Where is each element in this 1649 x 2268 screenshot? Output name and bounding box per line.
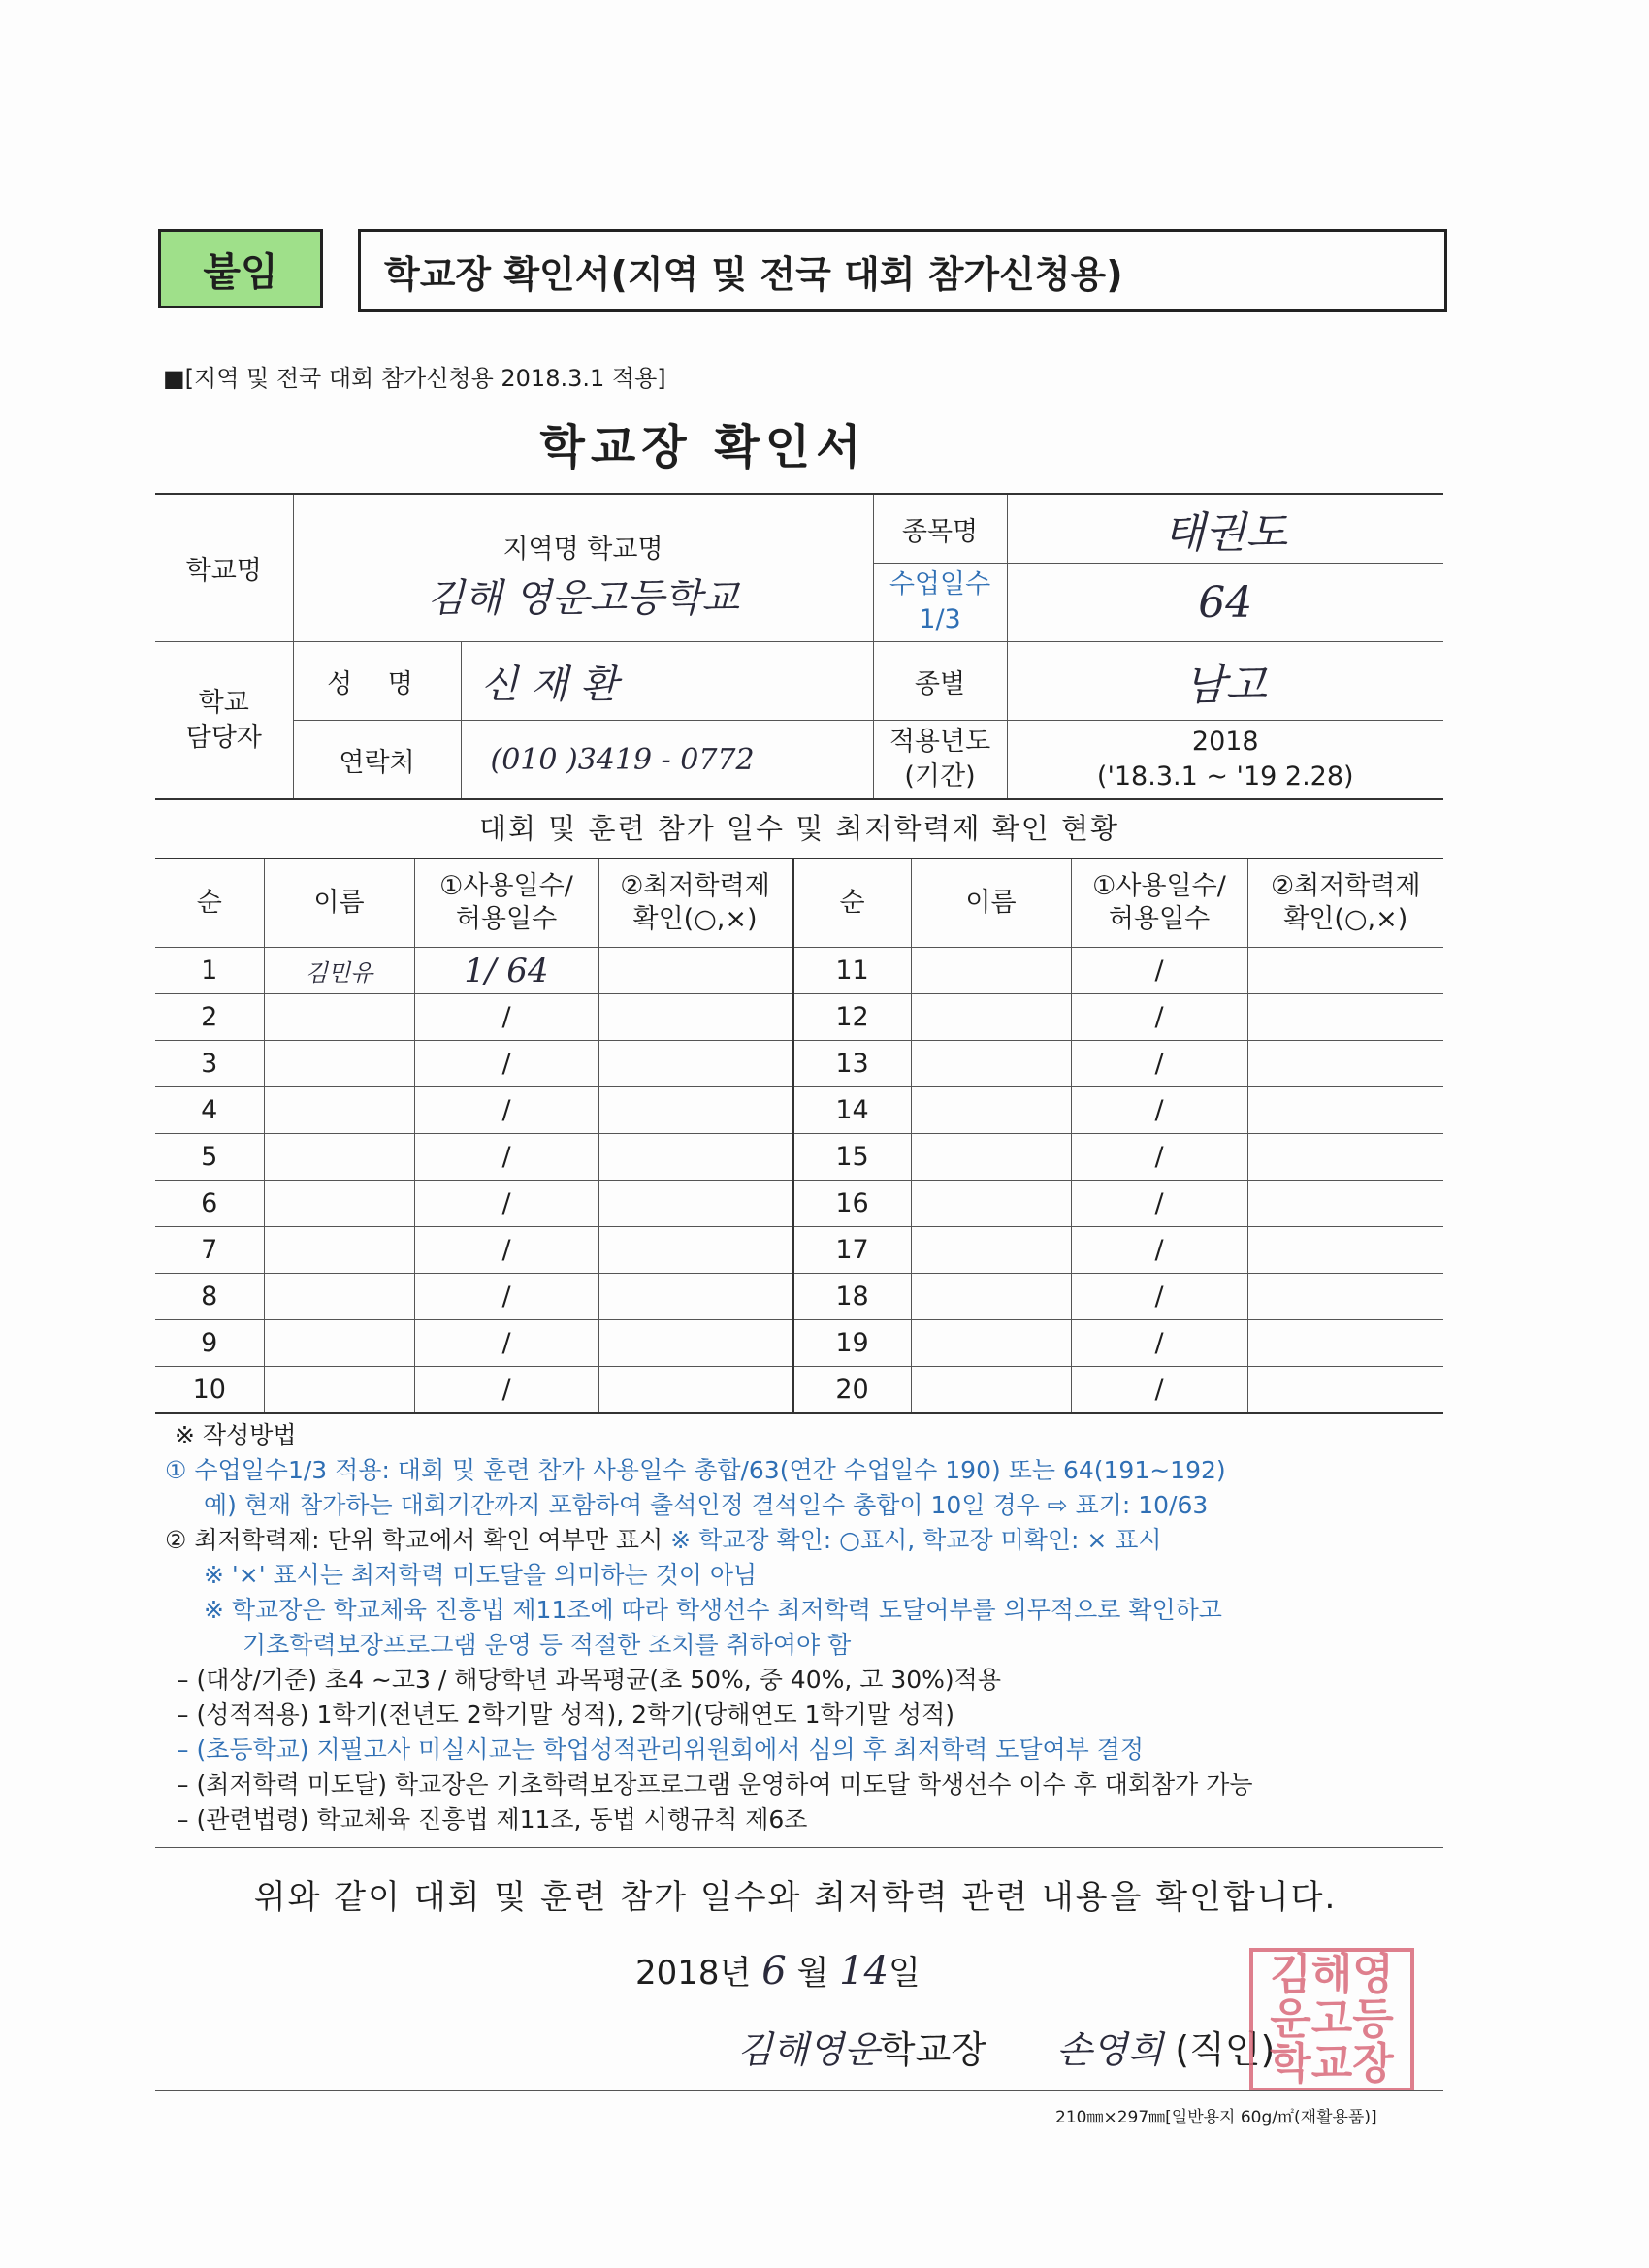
table-row (155, 1274, 1443, 1320)
row-check (1247, 1227, 1443, 1274)
row-no: 8 (155, 1274, 264, 1320)
row-check (598, 1227, 792, 1274)
seal-line: 김해영 (1270, 1950, 1394, 1999)
divider (155, 2090, 1443, 2091)
signature-school: 김해영운 (737, 2028, 880, 2071)
detail-grading: – (성적적용) 1학기(전년도 2학기말 성적), 2학기(당해연도 1학기말 성적) (177, 1701, 954, 1729)
signature-role: 학교장 (879, 2028, 986, 2071)
row-days: 1/ 64 (414, 948, 598, 994)
divider (155, 1847, 1443, 1848)
table-row (155, 948, 1443, 994)
seal-line: 운고등 (1270, 1994, 1394, 2044)
row-days: / (1071, 1181, 1247, 1227)
row-days: / (1071, 1274, 1247, 1320)
sport-value: 태권도 (1007, 494, 1443, 564)
writing-instructions (165, 1418, 1455, 1837)
col-no: 순 (155, 859, 264, 948)
row-check (1247, 1181, 1443, 1227)
row-no: 4 (155, 1087, 264, 1134)
confirmation-statement: 위와 같이 대회 및 훈련 참가 일수와 최저학력 관련 내용을 확인합니다. (253, 1878, 1338, 1917)
school-sublabel: 지역명 학교명 (502, 534, 663, 565)
row-no: 7 (155, 1227, 264, 1274)
row-check (598, 1181, 792, 1227)
note-1-line2: 예) 현재 참가하는 대회기간까지 포함하여 출석인정 결석일수 총합이 10일 경우 ⇨ 표기: 10/63 (204, 1491, 1209, 1519)
row-check (598, 1274, 792, 1320)
col-check-line1: ②최저학력제 (620, 871, 770, 901)
row-name (264, 1087, 414, 1134)
detail-target: – (대상/기준) 초4 ~고3 / 해당학년 과목평균(초 50%, 중 40%, 고 30%)적용 (177, 1666, 1001, 1694)
row-no: 1 (155, 948, 264, 994)
row-days: / (1071, 1227, 1247, 1274)
contact-label: 연락처 (293, 721, 461, 800)
roster-title: 대회 및 훈련 참가 일수 및 최저학력제 확인 현황 (478, 812, 1119, 845)
name-value: 신 재 환 (461, 642, 873, 721)
sport-label: 종목명 (873, 494, 1007, 564)
row-no: 14 (792, 1087, 911, 1134)
row-no: 6 (155, 1181, 264, 1227)
row-name (911, 1041, 1071, 1087)
row-days: / (414, 1087, 598, 1134)
col-check (598, 859, 792, 948)
year-value-line1: 2018 (1191, 727, 1259, 757)
row-days: / (414, 1041, 598, 1087)
col-no-right: 순 (792, 859, 911, 948)
note-3: ※ '×' 표시는 최저학력 미도달을 의미하는 것이 아님 (204, 1561, 758, 1589)
notes-heading: ※ 작성방법 (175, 1421, 297, 1449)
detail-underachieve: – (최저학력 미도달) 학교장은 기초학력보장프로그램 운영하여 미도달 학생선수 이수 후 대회참가 가능 (177, 1770, 1253, 1798)
row-name (264, 1134, 414, 1181)
class-value: 남고 (1007, 642, 1443, 721)
note-2 (165, 1523, 1455, 1558)
note-4-line2: 기초학력보장프로그램 운영 등 적절한 조치를 취하여야 함 (242, 1631, 852, 1659)
col-name: 이름 (264, 859, 414, 948)
school-cell (293, 494, 873, 642)
seal-line: 학교장 (1270, 2039, 1394, 2089)
row-days: / (1071, 948, 1247, 994)
row-name (911, 1274, 1071, 1320)
row-days: / (414, 1134, 598, 1181)
year-label (873, 721, 1007, 800)
table-row (155, 1087, 1443, 1134)
name-label: 성 명 (293, 642, 461, 721)
row-no: 3 (155, 1041, 264, 1087)
row-name (911, 948, 1071, 994)
row-name (911, 1320, 1071, 1367)
row-check (598, 1320, 792, 1367)
row-no: 15 (792, 1134, 911, 1181)
row-no: 17 (792, 1227, 911, 1274)
row-check (598, 1041, 792, 1087)
row-name (911, 994, 1071, 1041)
usage-note: ■[지역 및 전국 대회 참가신청용 2018.3.1 적용] (163, 365, 666, 392)
table-row (155, 1320, 1443, 1367)
row-check (1247, 1041, 1443, 1087)
year-value (1007, 721, 1443, 800)
note-2-mark: ※ 학교장 확인: ○표시, 학교장 미확인: × 표시 (670, 1526, 1162, 1554)
class-label: 종별 (873, 642, 1007, 721)
col-days (414, 859, 598, 948)
date-month: 6 (761, 1949, 787, 1993)
row-name (911, 1087, 1071, 1134)
row-check (1247, 1087, 1443, 1134)
row-name (264, 1274, 414, 1320)
row-days: / (414, 1367, 598, 1414)
sign-date (635, 1946, 921, 1993)
school-label: 학교명 (155, 494, 293, 642)
year-value-line2: ('18.3.1 ~ '19 2.28) (1096, 761, 1354, 792)
detail-elementary: – (초등학교) 지필고사 미실시교는 학업성적관리위원회에서 심의 후 최저학력 도달여부 결정 (177, 1735, 1145, 1764)
row-days: / (414, 1227, 598, 1274)
table-row (155, 1367, 1443, 1414)
row-name (264, 994, 414, 1041)
row-check (1247, 1320, 1443, 1367)
note-1-line1: ① 수업일수1/3 적용: 대회 및 훈련 참가 사용일수 총합/63(연간 수업일수 190) 또는 64(191~192) (165, 1456, 1226, 1484)
col-days-right-line2: 허용일수 (1108, 904, 1211, 934)
row-name: 김민유 (264, 948, 414, 994)
row-check (1247, 948, 1443, 994)
school-value: 김해 영운고등학교 (427, 575, 739, 621)
school-days-value: 64 (1007, 564, 1443, 642)
table-row (155, 1041, 1443, 1087)
date-month-unit: 월 (796, 1954, 829, 1993)
row-no: 13 (792, 1041, 911, 1087)
note-2-text: ② 최저학력제: 단위 학교에서 확인 여부만 표시 (165, 1526, 671, 1554)
row-check (598, 994, 792, 1041)
row-name (264, 1367, 414, 1414)
row-days: / (414, 1274, 598, 1320)
row-days: / (1071, 1367, 1247, 1414)
principal-signature (737, 2020, 1275, 2073)
row-name (264, 1041, 414, 1087)
col-days-right (1071, 859, 1247, 948)
row-no: 11 (792, 948, 911, 994)
row-name (264, 1320, 414, 1367)
date-day-unit: 일 (889, 1954, 921, 1993)
paper-spec: 210㎜×297㎜[일반용지 60g/㎡(재활용품)] (1055, 2108, 1377, 2127)
detail-law: – (관련법령) 학교체육 진흥법 제11조, 동법 시행규칙 제6조 (177, 1805, 808, 1833)
row-check (598, 1134, 792, 1181)
table-row (155, 994, 1443, 1041)
row-name (911, 1134, 1071, 1181)
col-check-right (1247, 859, 1443, 948)
row-no: 12 (792, 994, 911, 1041)
manager-label-line2: 담당자 (185, 722, 262, 753)
row-days: / (414, 1320, 598, 1367)
row-check (598, 948, 792, 994)
row-days: / (1071, 1134, 1247, 1181)
row-name (264, 1227, 414, 1274)
row-check (1247, 994, 1443, 1041)
row-days: / (414, 1181, 598, 1227)
row-check (598, 1087, 792, 1134)
row-no: 18 (792, 1274, 911, 1320)
row-no: 16 (792, 1181, 911, 1227)
year-label-line1: 적용년도 (889, 727, 991, 757)
col-days-line2: 허용일수 (455, 904, 558, 934)
row-name (911, 1367, 1071, 1414)
contact-value: (010 )3419 - 0772 (461, 721, 873, 800)
col-days-line1: ①사용일수/ (439, 871, 573, 901)
row-days: / (1071, 1320, 1247, 1367)
roster-table (155, 858, 1443, 1414)
attachment-tag: 붙임 (158, 229, 323, 308)
row-no: 9 (155, 1320, 264, 1367)
official-seal (1249, 1948, 1414, 2091)
row-check (598, 1367, 792, 1414)
col-name-right: 이름 (911, 859, 1071, 948)
row-no: 2 (155, 994, 264, 1041)
col-check-right-line1: ②최저학력제 (1270, 871, 1421, 901)
school-info-table (155, 493, 1443, 800)
date-year: 2018년 (635, 1954, 752, 1993)
table-row (155, 1227, 1443, 1274)
row-days: / (1071, 994, 1247, 1041)
header-title: 학교장 확인서(지역 및 전국 대회 참가신청용) (358, 229, 1447, 312)
table-row (155, 1134, 1443, 1181)
note-4-line1: ※ 학교장은 학교체육 진흥법 제11조에 따라 학생선수 최저학력 도달여부를 의무적으로 확인하고 (204, 1596, 1222, 1624)
col-days-right-line1: ①사용일수/ (1092, 871, 1226, 901)
row-name (911, 1181, 1071, 1227)
manager-label-line1: 학교 (198, 687, 249, 718)
row-no: 5 (155, 1134, 264, 1181)
row-no: 19 (792, 1320, 911, 1367)
roster-body (155, 948, 1443, 1414)
row-days: / (1071, 1087, 1247, 1134)
manager-label (155, 642, 293, 800)
col-check-right-line2: 확인(○,×) (1283, 904, 1408, 934)
table-row (155, 1181, 1443, 1227)
col-check-line2: 확인(○,×) (632, 904, 758, 934)
row-check (1247, 1274, 1443, 1320)
signature-name: 손영희 (1056, 2028, 1164, 2071)
school-days-label-line1: 수업일수 (889, 569, 991, 599)
signature-seal-note: (직인) (1175, 2028, 1276, 2071)
date-day: 14 (839, 1949, 889, 1993)
row-no: 10 (155, 1367, 264, 1414)
row-name (264, 1181, 414, 1227)
year-label-line2: (기간) (904, 761, 976, 792)
school-days-label-line2: 1/3 (919, 604, 961, 634)
row-no: 20 (792, 1367, 911, 1414)
row-days: / (1071, 1041, 1247, 1087)
row-name (911, 1227, 1071, 1274)
row-check (1247, 1134, 1443, 1181)
row-days: / (414, 994, 598, 1041)
document-title: 학교장 확인서 (539, 420, 867, 474)
row-check (1247, 1367, 1443, 1414)
school-days-label (873, 564, 1007, 642)
